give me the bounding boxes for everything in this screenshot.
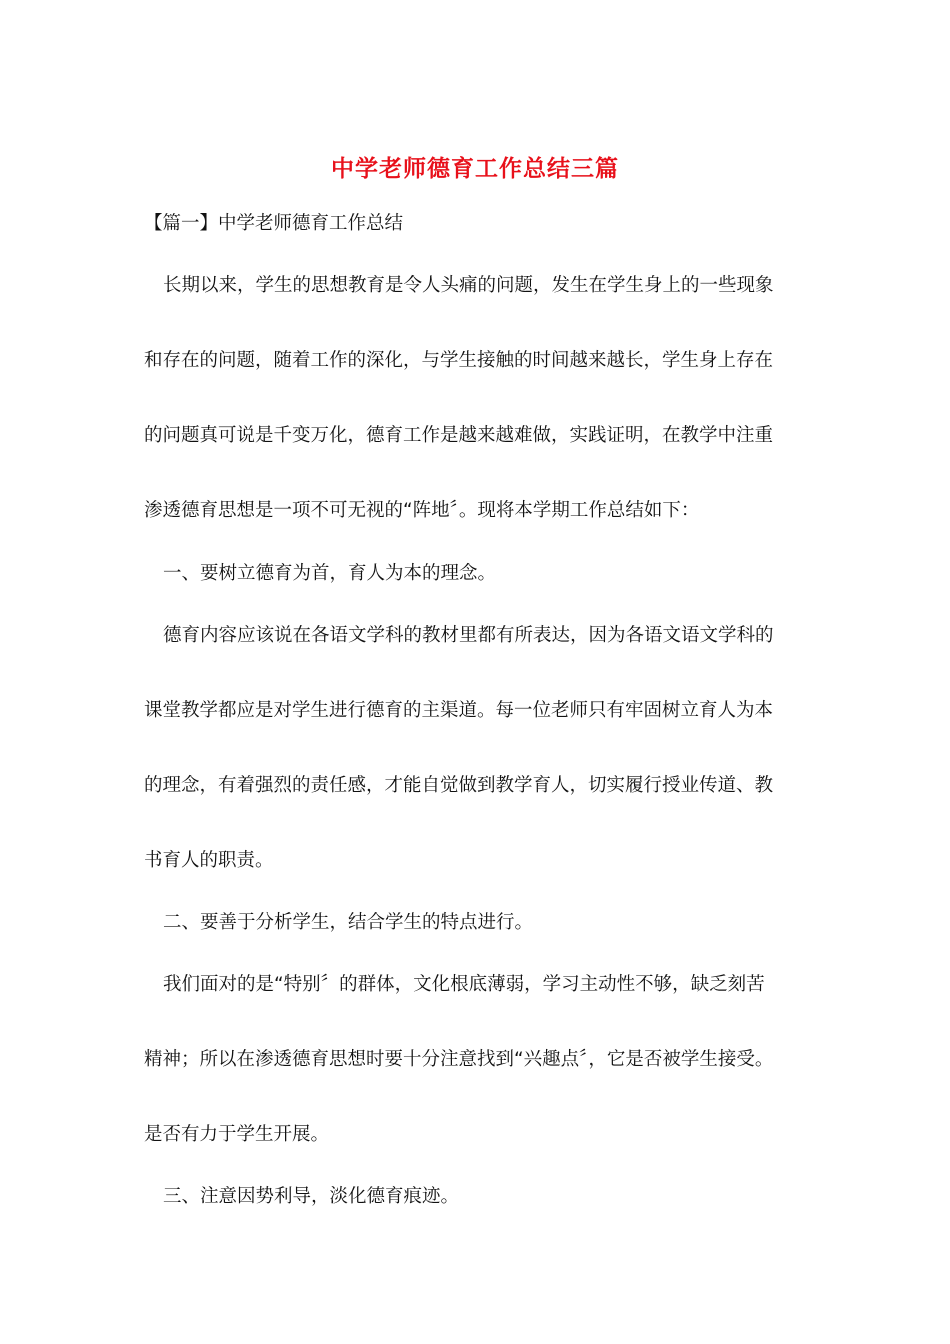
section-point-heading: 三、注意因势利导，淡化德育痕迹。 [163,1186,460,1207]
paragraph-line: 和存在的问题，随着工作的深化，与学生接触的时间越来越长，学生身上存在 [144,350,774,371]
paragraph-line: 精神；所以在渗透德育思想时要十分注意找到“兴趣点〞，它是否被学生接受。 [144,1049,774,1070]
paragraph-line: 我们面对的是“特别〞的群体，文化根底薄弱，学习主动性不够，缺乏刻苦 [163,974,765,995]
paragraph-line: 渗透德育思想是一项不可无视的“阵地〞。现将本学期工作总结如下： [144,500,700,521]
document-title: 中学老师德育工作总结三篇 [331,155,619,182]
paragraph-line: 课堂教学都应是对学生进行德育的主渠道。每一位老师只有牢固树立育人为本 [144,700,774,721]
paragraph-line: 德育内容应该说在各语文学科的教材里都有所表达，因为各语文语文学科的 [163,625,774,646]
paragraph-line: 书育人的职责。 [144,850,274,871]
paragraph-line: 长期以来，学生的思想教育是令人头痛的问题，发生在学生身上的一些现象 [163,275,774,296]
paragraph-line: 是否有力于学生开展。 [144,1124,330,1145]
section-point-heading: 一、要树立德育为首，育人为本的理念。 [163,563,497,584]
section-point-heading: 二、要善于分析学生，结合学生的特点进行。 [163,912,534,933]
paragraph-line: 的理念，有着强烈的责任感，才能自觉做到教学育人，切实履行授业传道、教 [144,775,774,796]
paragraph-line: 的问题真可说是千变万化，德育工作是越来越难做，实践证明，在教学中注重 [144,425,774,446]
section-heading: 【篇一】中学老师德育工作总结 [144,213,404,234]
